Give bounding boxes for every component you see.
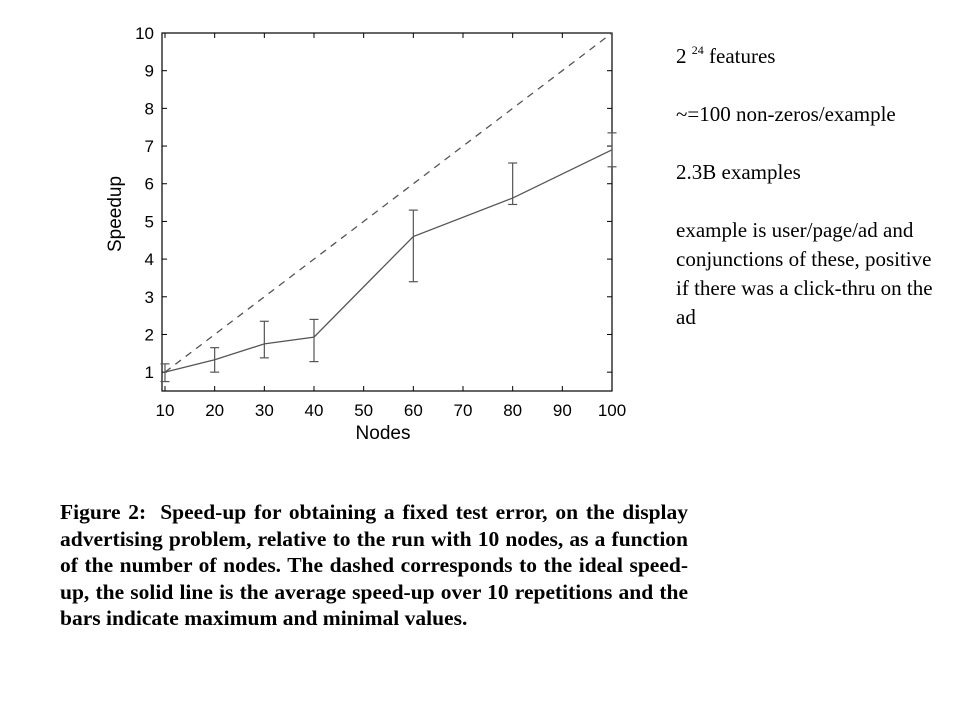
figure-caption [60, 499, 688, 632]
y-tick-label: 1 [144, 363, 154, 383]
x-tick-label: 20 [205, 401, 225, 420]
ideal-speedup-line [165, 33, 612, 372]
average-speedup-line [165, 150, 612, 372]
notes-panel [676, 42, 946, 361]
y-tick-label: 2 [144, 325, 154, 345]
y-axis-label: Speedup [105, 175, 126, 253]
features-exponent: 24 [691, 43, 704, 57]
x-tick-label: 40 [304, 401, 324, 420]
caption-text: Speed-up for obtaining a fixed test error, on the display advertising problem, relative to the run with 10 nodes, as a function of the number of nodes. The dashed corresponds to the ideal speed-up, the solid line is the average speed-up over 10 repetitions and the bars indicate maximum and minimal values. [60, 500, 689, 630]
features-text: features [703, 44, 776, 68]
x-tick-label: 50 [354, 401, 374, 420]
note-examples: 2.3B examples [676, 160, 801, 184]
plot-frame [162, 33, 612, 391]
y-tick-label: 5 [144, 212, 154, 232]
y-tick-label: 8 [144, 99, 154, 119]
features-base: 2 [676, 44, 687, 68]
x-tick-label: 80 [503, 401, 523, 420]
x-tick-label: 60 [403, 401, 423, 420]
note-features [676, 42, 946, 71]
chart-marks [161, 33, 617, 382]
note-description: example is user/page/ad and conjunctions of these, positive if there was a click-thru on the ad [676, 218, 933, 329]
y-tick-label: 6 [144, 174, 154, 194]
x-axis-label: Nodes [355, 423, 411, 444]
y-tick-label: 4 [144, 250, 154, 270]
caption-label: Figure 2: [60, 500, 147, 524]
x-tick-label: 10 [155, 401, 175, 420]
y-tick-label: 10 [135, 24, 154, 43]
note-nonzeros: ~=100 non-zeros/example [676, 102, 896, 126]
x-tick-label: 100 [597, 401, 627, 420]
x-tick-label: 30 [254, 401, 274, 420]
y-tick-label: 7 [144, 137, 154, 157]
x-tick-label: 90 [552, 401, 572, 420]
y-tick-label: 9 [144, 61, 154, 81]
axis-ticks [162, 33, 612, 391]
x-tick-label: 70 [453, 401, 473, 420]
y-tick-label: 3 [144, 287, 154, 307]
